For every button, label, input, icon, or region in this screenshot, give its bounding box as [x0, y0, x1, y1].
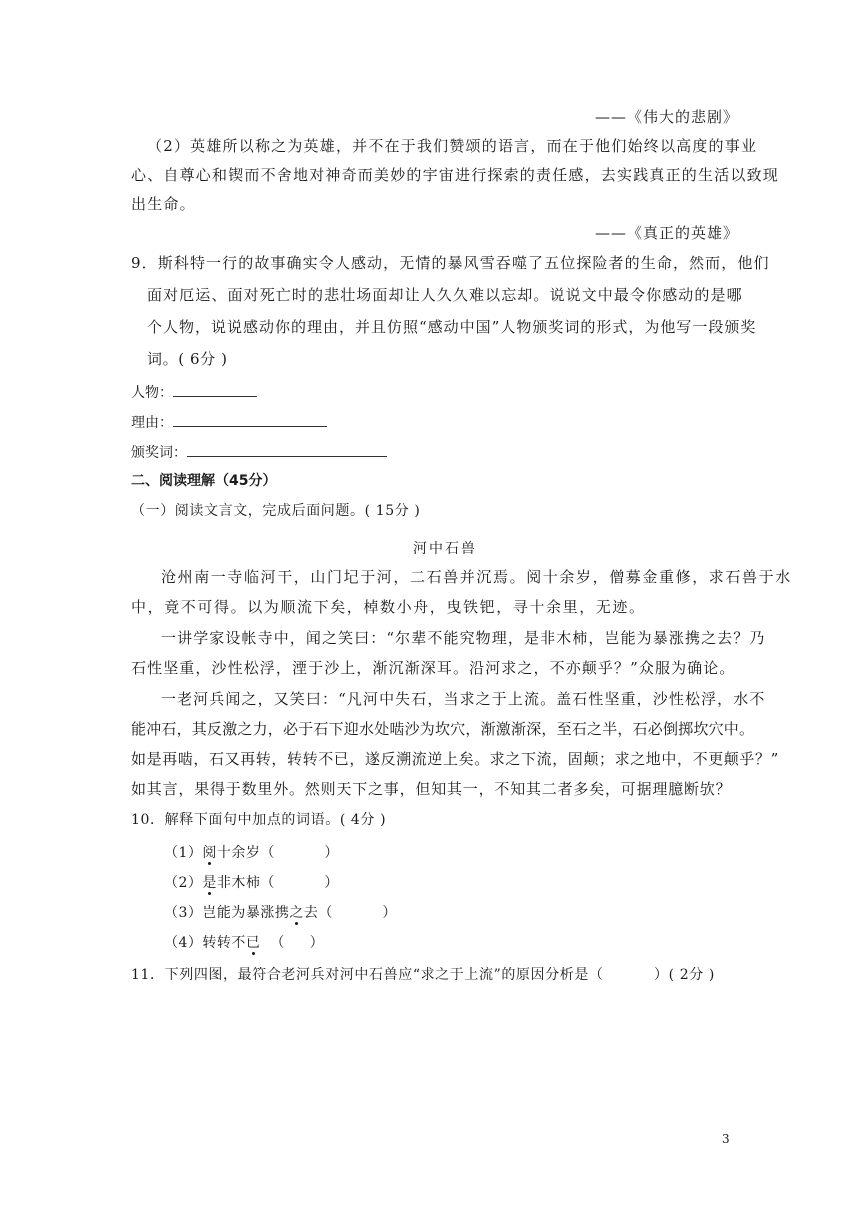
quote2-line-2: 心、自尊心和锲而不舍地对神奇而美妙的宇宙进行探索的责任感，去实践真正的生活以致现	[131, 166, 780, 184]
passage-title: 河中石兽	[413, 541, 477, 557]
award-answer-blank[interactable]	[187, 442, 387, 457]
page-number: 3	[722, 1132, 730, 1146]
passage-p3-line-4: 如其言，果得于数里外。然则天下之事，但知其一，不知其二者多矣，可据理臆断欤？	[131, 780, 732, 798]
passage-p3-line-3: 如是再啮，石又再转，转转不已，遂反溯流逆上矣。求之下流，固颠；求之地中，不更颠乎？”	[131, 750, 779, 768]
question-11-stem: 11．下列四图，最符合老河兵对河中石兽应“求之于上流”的原因分析是（ ）( 2分 )	[131, 967, 715, 983]
item-1-suffix: 十余岁（ ）	[216, 845, 339, 861]
item-1-prefix: （1）	[164, 845, 203, 861]
passage-p2-line-1: 一讲学家设帐寺中，闻之笑曰：“尔辈不能究物理，是非木柿，岂能为暴涨携之去？乃	[161, 629, 766, 647]
quote2-line-1: （2）英雄所以称之为英雄，并不在于我们赞颂的语言，而在于他们始终以高度的事业	[147, 137, 758, 155]
question-10-item-4	[164, 932, 324, 952]
quote2-line-3: 出生命。	[131, 195, 196, 213]
question-10-item-3	[164, 902, 397, 922]
item-2-prefix: （2）	[164, 875, 203, 891]
person-answer-blank[interactable]	[173, 382, 257, 397]
passage-p1-line-2: 中，竟不可得。以为顺流下矣，棹数小舟，曳铁钯，寻十余里，无迹。	[131, 598, 646, 616]
passage-p1-line-1: 沧州南一寺临河干，山门圮于河，二石兽并沉焉。阅十余岁，僧募金重修，求石兽于水	[161, 568, 792, 586]
item-4-dotted-word: 已	[245, 935, 261, 951]
item-2-suffix: 非木柿（ ）	[216, 875, 339, 891]
section-2-heading: 二、阅读理解（45分）	[131, 473, 277, 489]
award-label: 颁奖词：	[131, 445, 187, 461]
question-9-line-2: 面对厄运、面对死亡时的悲壮场面却让人久久难以忘却。说说文中最令你感动的是哪	[147, 286, 743, 304]
item-1-dotted-word: 阅	[202, 845, 217, 861]
question-10-stem: 10．解释下面句中加点的词语。( 4分 )	[131, 812, 387, 828]
item-2-dotted-word: 是	[202, 875, 217, 891]
answer-person-row	[131, 382, 257, 402]
question-10-item-1	[164, 842, 339, 862]
passage-p3-line-2: 能冲石，其反激之力，必于石下迎水处啮沙为坎穴，渐激渐深，至石之半，石必倒掷坎穴中。	[131, 720, 755, 738]
person-label: 人物：	[131, 385, 173, 401]
passage-p2-line-2: 石性坚重，沙性松浮，湮于沙上，渐沉渐深耳。沿河求之，不亦颠乎？”众服为确论。	[131, 659, 736, 677]
quote-source-1: ——《伟大的悲剧》	[595, 108, 740, 126]
item-3-suffix: 去（ ）	[303, 905, 397, 921]
reason-label: 理由：	[131, 415, 173, 431]
section-2-subheading: （一）阅读文言文，完成后面问题。( 15分 )	[131, 503, 421, 519]
reason-answer-blank[interactable]	[173, 412, 327, 427]
item-3-dotted-word: 之	[289, 905, 304, 921]
quote-source-2: ——《真正的英雄》	[595, 224, 740, 242]
answer-award-row	[131, 442, 387, 462]
item-4-prefix: （4）转转不	[164, 935, 246, 951]
answer-reason-row	[131, 412, 327, 432]
question-9-line-3: 个人物，说说感动你的理由，并且仿照“感动中国”人物颁奖词的形式，为他写一段颁奖	[147, 318, 757, 336]
question-9-line-4: 词。( 6分 )	[147, 350, 228, 368]
question-10-item-2	[164, 872, 339, 892]
question-9-line-1: 9．斯科特一行的故事确实令人感动，无情的暴风雪吞噬了五位探险者的生命，然而，他们	[131, 254, 770, 272]
item-4-suffix: （ ）	[260, 935, 325, 951]
passage-p3-line-1: 一老河兵闻之，又笑曰：“凡河中失石，当求之于上流。盖石性坚重，沙性松浮，水不	[161, 690, 766, 708]
item-3-prefix: （3）岂能为暴涨携	[164, 905, 290, 921]
